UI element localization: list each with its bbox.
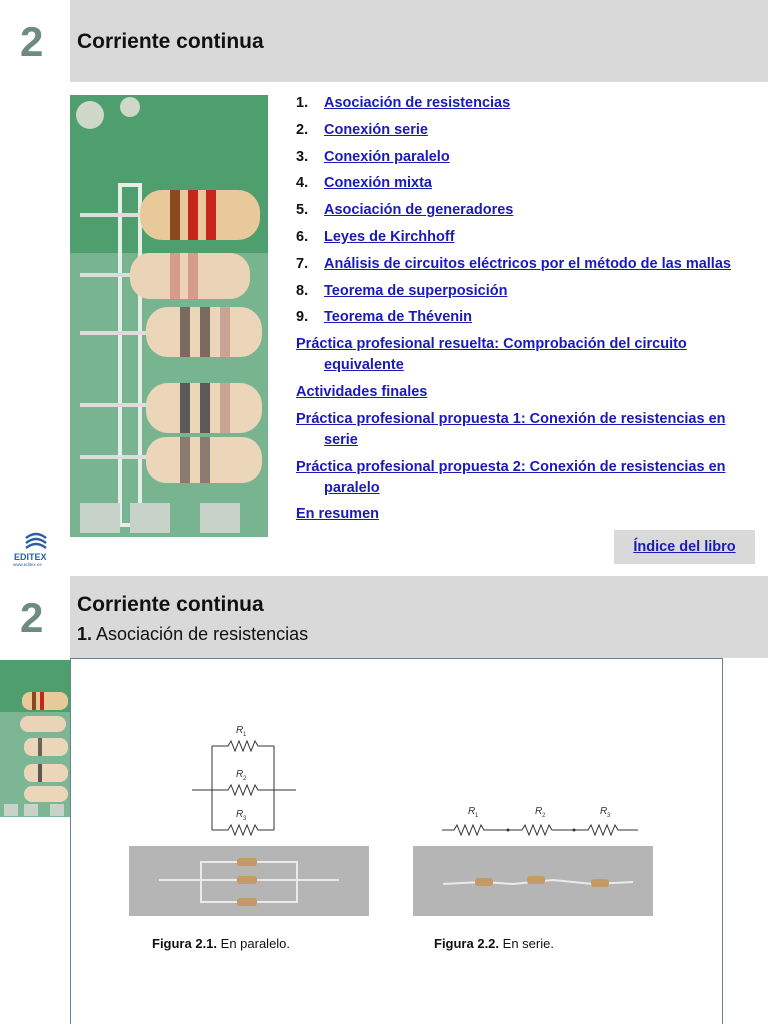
toc-item-3[interactable]: 3. Conexión paralelo <box>296 147 736 168</box>
r2-label: R <box>236 769 244 780</box>
toc-practica-propuesta-2[interactable]: Práctica profesional propuesta 2: Conexión de resistencias en paralelo <box>296 458 726 496</box>
section-subtitle: 1. Asociación de resistencias <box>77 624 309 644</box>
series-r1-label: R <box>468 806 476 817</box>
toc-practica-resuelta[interactable]: Práctica profesional resuelta: Comprobación del circuito equivalente <box>296 336 687 374</box>
toc-item-2[interactable]: 2. Conexión serie <box>296 120 736 141</box>
series-r3-label: R <box>600 806 608 817</box>
chapter-number: 2 <box>20 18 44 65</box>
svg-text:3: 3 <box>607 813 611 819</box>
page-title: Corriente continua <box>77 593 264 616</box>
figure-caption-2: Figura 2.2. En serie. <box>434 936 554 951</box>
r1-label: R <box>236 725 244 736</box>
toc-link[interactable]: Conexión serie <box>324 121 428 138</box>
chapter-number: 2 <box>20 594 44 641</box>
toc-item-9[interactable]: 9. Teorema de Thévenin <box>296 307 736 328</box>
toc-item-4[interactable]: 4. Conexión mixta <box>296 173 736 194</box>
svg-text:2: 2 <box>243 776 247 782</box>
toc-practica-propuesta-1[interactable]: Práctica profesional propuesta 1: Conexión de resistencias en serie <box>296 410 726 448</box>
series-r2-label: R <box>535 806 543 817</box>
toc-item-8[interactable]: 8. Teorema de superposición <box>296 281 736 302</box>
toc-link[interactable]: Análisis de circuitos eléctricos por el método de las mallas <box>324 255 731 272</box>
toc-link[interactable]: Teorema de Thévenin <box>324 309 472 326</box>
toc-link[interactable]: Conexión mixta <box>324 175 432 192</box>
toc-item-1[interactable]: 1. Asociación de resistencias <box>296 93 736 114</box>
toc-link[interactable]: Asociación de resistencias <box>324 95 511 111</box>
r3-label: R <box>236 809 244 820</box>
slide-resistencias <box>0 576 768 1024</box>
svg-text:1: 1 <box>475 813 479 819</box>
svg-text:2: 2 <box>542 813 546 819</box>
toc-link[interactable]: Asociación de generadores <box>324 202 514 219</box>
book-index-button[interactable]: Índice del libro <box>614 530 755 564</box>
toc-item-7[interactable]: 7. Análisis de circuitos eléctricos por el método de las mallas <box>296 254 736 275</box>
resistor-photo <box>70 95 268 537</box>
publisher-name: EDITEX <box>14 552 47 562</box>
resistor-thumbnail <box>0 660 70 817</box>
svg-text:1: 1 <box>243 732 247 738</box>
page-title: Corriente continua <box>77 30 264 53</box>
table-of-contents <box>296 93 736 531</box>
series-photo <box>413 846 653 916</box>
series-circuit-diagram <box>440 802 640 842</box>
toc-actividades-finales[interactable]: Actividades finales <box>296 383 428 400</box>
toc-item-6[interactable]: 6. Leyes de Kirchhoff <box>296 227 736 248</box>
parallel-photo <box>129 846 369 916</box>
toc-item-5[interactable]: 5. Asociación de generadores <box>296 200 736 221</box>
toc-link[interactable]: Conexión paralelo <box>324 148 450 165</box>
svg-text:3: 3 <box>243 816 247 822</box>
title-bar <box>70 576 768 658</box>
parallel-circuit-diagram <box>190 718 300 836</box>
toc-link[interactable]: Leyes de Kirchhoff <box>324 228 455 245</box>
figure-caption-1: Figura 2.1. En paralelo. <box>152 936 291 951</box>
publisher-url: www.editex.es <box>13 562 42 567</box>
toc-link[interactable]: Teorema de superposición <box>324 282 508 299</box>
editex-logo-icon <box>24 532 48 550</box>
toc-en-resumen[interactable]: En resumen <box>296 506 379 523</box>
